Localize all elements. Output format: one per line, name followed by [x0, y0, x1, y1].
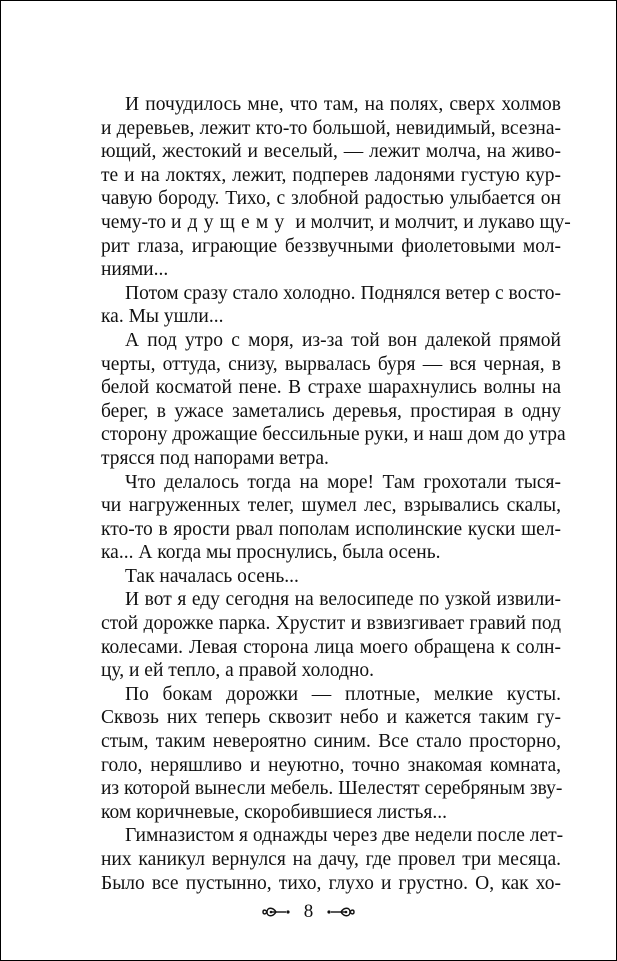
- text-line: стым, таким невероятно синим. Все стало просторно,: [101, 731, 561, 753]
- text-line: И вот я еду сегодня на велосипеде по узкой извили-: [125, 589, 561, 611]
- text-line: ка. Мы ушли...: [101, 306, 224, 328]
- text-line: берег, в ужасе заметались деревья, простирая в одну: [101, 400, 561, 422]
- text-line: Гимназистом я однажды через две недели после лет-: [125, 825, 564, 847]
- text-fragment: чему-то: [101, 211, 171, 233]
- text-line: черты, оттуда, снизу, вырвалась буря — вся черная, в: [101, 353, 561, 375]
- text-line: А под утро с моря, из-за той вон далекой прямой: [125, 329, 561, 351]
- text-line: Сквозь них теперь сквозит небо и кажется таким гу-: [101, 707, 561, 729]
- text-line: кто-то в ярости рвал пополам исполинские куски шел-: [101, 518, 561, 540]
- text-line: цу, и ей тепло, а правой холодно.: [101, 660, 375, 682]
- text-fragment: и молчит, и молчит, и лукаво щу-: [290, 211, 571, 233]
- text-line: ниями...: [101, 259, 169, 281]
- page-text: [101, 93, 571, 895]
- text-line: ка... А когда мы проснулись, была осень.: [101, 542, 441, 564]
- text-line: колесами. Левая сторона лица моего обращена к солн-: [101, 636, 561, 658]
- text-line: трясся под напорами ветра.: [101, 447, 329, 469]
- text-line: чавую бороду. Тихо, с злобной радостью улыбается он: [101, 188, 561, 210]
- text-line: чи нагруженных телег, шумел лес, взрывались скалы,: [101, 495, 561, 517]
- text-line: стой дорожке парка. Хрустит и взвизгивает гравий под: [101, 613, 561, 635]
- text-line: Потом сразу стало холодно. Поднялся ветер с восто-: [125, 282, 561, 304]
- text-line: ющий, жестокий и веселый, — лежит молча, на живо-: [101, 141, 561, 163]
- left-ornament-icon: [262, 904, 290, 920]
- text-line: Так началась осень...: [125, 565, 299, 587]
- text-line: те и на локтях, лежит, подперев ладонями густую кур-: [101, 164, 561, 186]
- text-line: и деревьев, лежит кто-то большой, невидимый, всезна-: [101, 117, 561, 139]
- text-line: [101, 211, 571, 235]
- text-line: Было все пустынно, тихо, глухо и грустно. О, как хо-: [101, 872, 561, 894]
- text-line: голо, неряшливо и неуютно, точно знакомая комната,: [101, 754, 561, 776]
- right-ornament-icon: [327, 904, 355, 920]
- text-line: И почудилось мне, что там, на полях, сверх холмов: [125, 94, 561, 115]
- text-line: белой косматой пене. В страхе шарахнулись волны на: [101, 377, 561, 399]
- text-line: рит глаза, играющие беззвучными фиолетовыми мол-: [101, 235, 561, 257]
- text-line: По бокам дорожки — плотные, мелкие кусты.: [125, 683, 561, 705]
- text-line: ком коричневые, скоробившиеся листья...: [101, 801, 447, 823]
- text-line: сторону дрожащие бессильные руки, и наш дом до утра: [101, 424, 566, 446]
- text-line: них каникул вернулся на дачу, где провел три месяца.: [101, 849, 561, 870]
- page-number: 8: [303, 900, 314, 922]
- emphasized-word: идущему: [170, 211, 291, 233]
- page-footer: [1, 899, 616, 924]
- text-line: из которой вынесли мебель. Шелестят серебряным зву-: [101, 778, 563, 800]
- text-line: Что делалось тогда на море! Там грохотали тыся-: [125, 471, 561, 493]
